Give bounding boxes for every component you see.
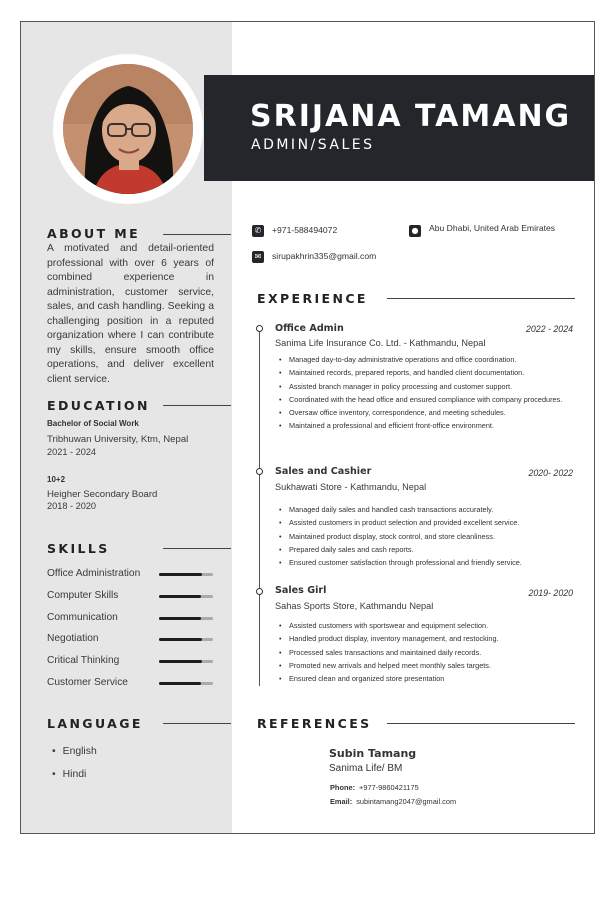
skill-row	[47, 677, 215, 691]
contact-phone: +971-588494072	[272, 225, 338, 235]
resume-page	[20, 21, 595, 834]
skill-row	[47, 633, 215, 647]
reference-phone-label: Phone:	[330, 783, 356, 792]
timeline-dot	[256, 588, 263, 595]
skill-row	[47, 655, 215, 669]
job-bullet: • Processed sales transactions and maintained daily records.	[279, 646, 579, 659]
job-bullets	[279, 353, 579, 433]
job-bullet: • Handled product display, inventory management, and restocking.	[279, 632, 579, 645]
skill-label: Customer Service	[47, 677, 128, 688]
job-organization: Sukhawati Store - Kathmandu, Nepal	[275, 482, 427, 492]
contact-location: Abu Dhabi, United Arab Emirates	[429, 223, 556, 233]
job-bullet: • Prepared daily sales and cash reports.	[279, 543, 579, 556]
reference-phone	[330, 783, 419, 792]
job-bullet: • Coordinated with the head office and ensured compliance with company procedures.	[279, 393, 579, 406]
job-bullet: • Maintained a professional and efficient front-office environment.	[279, 419, 579, 432]
job-dates: 2020- 2022	[528, 468, 573, 478]
job-bullet: • Maintained product display, stock control, and store cleanliness.	[279, 530, 579, 543]
skill-row	[47, 568, 215, 582]
job-organization: Sahas Sports Store, Kathmandu Nepal	[275, 601, 434, 611]
about-divider	[163, 234, 231, 235]
experience-timeline	[259, 329, 260, 686]
experience-divider	[387, 298, 575, 299]
language-item: • English	[52, 746, 97, 757]
references-divider	[387, 723, 575, 724]
profile-photo	[63, 64, 193, 194]
skill-level-fill	[159, 638, 202, 641]
job-title: Office Admin	[275, 323, 344, 334]
skill-level-bar	[159, 573, 213, 576]
references-heading: REFERENCES	[257, 716, 372, 731]
skill-label: Negotiation	[47, 633, 99, 645]
skill-level-bar	[159, 682, 213, 685]
location-icon: ●	[409, 225, 421, 237]
education-school: Heigher Secondary Board	[47, 489, 158, 500]
education-years: 2018 - 2020	[47, 501, 97, 511]
education-divider	[163, 405, 231, 406]
language-item: • Hindi	[52, 769, 86, 780]
skill-level-fill	[159, 660, 202, 663]
education-heading: EDUCATION	[47, 398, 150, 413]
reference-organization: Sanima Life/ BM	[329, 763, 403, 774]
skill-level-fill	[159, 595, 201, 598]
candidate-name: SRIJANA TAMANG	[250, 99, 572, 134]
reference-name: Subin Tamang	[329, 747, 417, 760]
job-bullet: • Assisted branch manager in policy processing and customer support.	[279, 380, 579, 393]
job-bullet: • Ensured clean and organized store presentation	[279, 672, 579, 685]
skills-heading: SKILLS	[47, 541, 110, 556]
reference-email-label: Email:	[330, 797, 353, 806]
contact-email: sirupakhrin335@gmail.com	[272, 251, 377, 261]
skills-divider	[163, 548, 231, 549]
skill-label: Critical Thinking	[47, 655, 120, 667]
phone-icon: ✆	[252, 225, 264, 237]
job-title: Sales Girl	[275, 585, 327, 596]
education-school: Tribhuwan University, Ktm, Nepal	[47, 434, 189, 445]
reference-email	[330, 797, 456, 806]
skill-level-fill	[159, 682, 201, 685]
job-dates: 2022 - 2024	[526, 324, 573, 334]
email-icon: ✉	[252, 251, 264, 263]
about-text: A motivated and detail-oriented professional with over 6 years of combined experience in administration, customer service, sales, and cash handling. Seeking a challenging position in a reputed organization where I can contribute my skills, ensure smooth office operations, and deliver excellent client service.	[47, 243, 214, 385]
skill-label: Office Administration	[47, 568, 141, 579]
job-bullet: • Promoted new arrivals and helped meet monthly sales targets.	[279, 659, 579, 672]
job-bullets	[279, 619, 579, 685]
language-heading: LANGUAGE	[47, 716, 143, 731]
job-bullet: • Managed day-to-day administrative operations and office coordination.	[279, 353, 579, 366]
education-degree: Bachelor of Social Work	[47, 419, 139, 428]
skill-label: Computer Skills	[47, 589, 119, 601]
skill-row	[47, 612, 215, 626]
experience-heading: EXPERIENCE	[257, 291, 368, 306]
skill-level-bar	[159, 660, 213, 663]
job-bullet: • Assisted customers with sportswear and equipment selection.	[279, 619, 579, 632]
reference-phone-value: +977-9860421175	[359, 783, 419, 792]
job-bullet: • Ensured customer satisfaction through professional and friendly service.	[279, 556, 579, 569]
skill-level-fill	[159, 617, 201, 620]
education-years: 2021 - 2024	[47, 447, 97, 457]
education-degree: 10+2	[47, 475, 66, 484]
job-title: Sales and Cashier	[275, 466, 372, 477]
job-dates: 2019- 2020	[528, 588, 573, 598]
job-organization: Sanima Life Insurance Co. Ltd. - Kathmandu, Nepal	[275, 338, 486, 348]
job-bullet: • Oversaw office inventory, correspondence, and meeting schedules.	[279, 406, 579, 419]
job-bullet: • Assisted customers in product selection and provided excellent service.	[279, 516, 579, 529]
skill-label: Communication	[47, 611, 118, 623]
skill-row	[47, 590, 215, 604]
job-bullet: • Maintained records, prepared reports, and handled client documentation.	[279, 366, 579, 379]
reference-email-value: subintamang2047@gmail.com	[356, 797, 457, 806]
job-bullets	[279, 503, 579, 569]
timeline-dot	[256, 325, 263, 332]
language-divider	[163, 723, 231, 724]
job-bullet: • Managed daily sales and handled cash transactions accurately.	[279, 503, 579, 516]
about-heading: ABOUT ME	[47, 226, 141, 241]
skill-level-bar	[159, 617, 213, 620]
timeline-dot	[256, 468, 263, 475]
skill-level-fill	[159, 573, 202, 576]
candidate-title: ADMIN/SALES	[251, 137, 375, 153]
skill-level-bar	[159, 595, 213, 598]
skill-level-bar	[159, 638, 213, 641]
